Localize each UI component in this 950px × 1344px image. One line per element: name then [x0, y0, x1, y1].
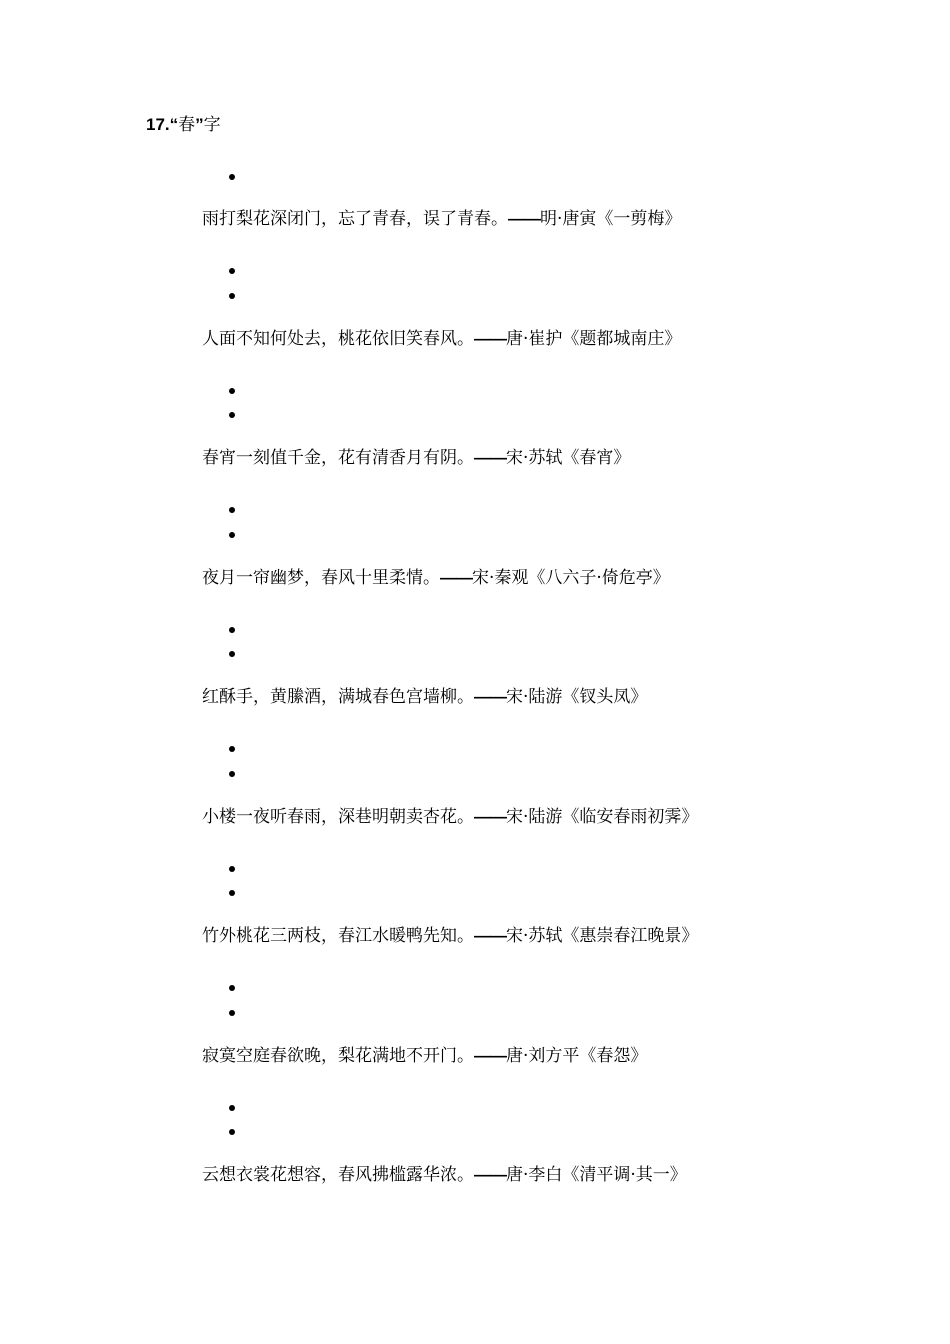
verse-line [202, 1044, 647, 1068]
verse-source: 明·唐寅《一剪梅》 [540, 209, 682, 229]
verse-source: 宋·秦观《八六子·倚危亭》 [472, 568, 670, 588]
verse-source: 唐·李白《清平调·其一》 [506, 1165, 687, 1185]
verse-source: 宋·陆游《钗头凤》 [506, 687, 648, 707]
bullet-icon [229, 174, 235, 180]
em-dash: —— [508, 209, 540, 228]
verse-text: 寂寞空庭春欲晚，梨花满地不开门。 [202, 1046, 474, 1066]
bullet-icon [229, 890, 235, 896]
open-quote: “ [169, 115, 179, 134]
verse-text: 红酥手，黄縢酒，满城春色宫墙柳。 [202, 687, 474, 707]
section-suffix: 字 [203, 115, 221, 135]
verse-line [202, 924, 698, 948]
verse-text: 人面不知何处去，桃花依旧笑春风。 [202, 329, 474, 349]
verse-text: 春宵一刻值千金，花有清香月有阴。 [202, 448, 474, 468]
bullet-icon [229, 507, 235, 513]
section-keyword: 春 [178, 115, 196, 135]
verse-source: 唐·刘方平《春怨》 [506, 1046, 648, 1066]
verse-text: 雨打梨花深闭门，忘了青春，误了青春。 [202, 209, 508, 229]
em-dash: —— [474, 926, 506, 945]
verse-text: 小楼一夜听春雨，深巷明朝卖杏花。 [202, 807, 474, 827]
bullet-icon [229, 1129, 235, 1135]
em-dash: —— [474, 807, 506, 826]
verse-line [202, 685, 647, 709]
em-dash: —— [474, 329, 506, 348]
section-heading [146, 114, 221, 136]
bullet-icon [229, 746, 235, 752]
verse-text: 竹外桃花三两枝，春江水暖鸭先知。 [202, 926, 474, 946]
bullet-icon [229, 293, 235, 299]
verse-line [202, 207, 681, 231]
verse-text: 夜月一帘幽梦，春风十里柔情。 [202, 568, 440, 588]
verse-line [202, 805, 698, 829]
em-dash: —— [474, 448, 506, 467]
bullet-icon [229, 388, 235, 394]
bullet-icon [229, 532, 235, 538]
verse-line [202, 327, 681, 351]
bullet-icon [229, 1105, 235, 1111]
bullet-icon [229, 771, 235, 777]
em-dash: —— [474, 687, 506, 706]
verse-source: 宋·苏轼《惠崇春江晚景》 [506, 926, 699, 946]
verse-line [202, 446, 630, 470]
verse-line [202, 1163, 687, 1187]
bullet-icon [229, 627, 235, 633]
em-dash: —— [474, 1046, 506, 1065]
verse-source: 宋·陆游《临安春雨初霁》 [506, 807, 699, 827]
bullet-icon [229, 866, 235, 872]
section-number: 17. [146, 115, 170, 134]
bullet-icon [229, 268, 235, 274]
verse-source: 宋·苏轼《春宵》 [506, 448, 631, 468]
close-quote: ” [195, 115, 204, 134]
bullet-icon [229, 985, 235, 991]
verse-text: 云想衣裳花想容，春风拂槛露华浓。 [202, 1165, 474, 1185]
verse-line [202, 566, 670, 590]
bullet-icon [229, 412, 235, 418]
verse-source: 唐·崔护《题都城南庄》 [506, 329, 682, 349]
em-dash: —— [440, 568, 472, 587]
em-dash: —— [474, 1165, 506, 1184]
bullet-icon [229, 651, 235, 657]
bullet-icon [229, 1010, 235, 1016]
